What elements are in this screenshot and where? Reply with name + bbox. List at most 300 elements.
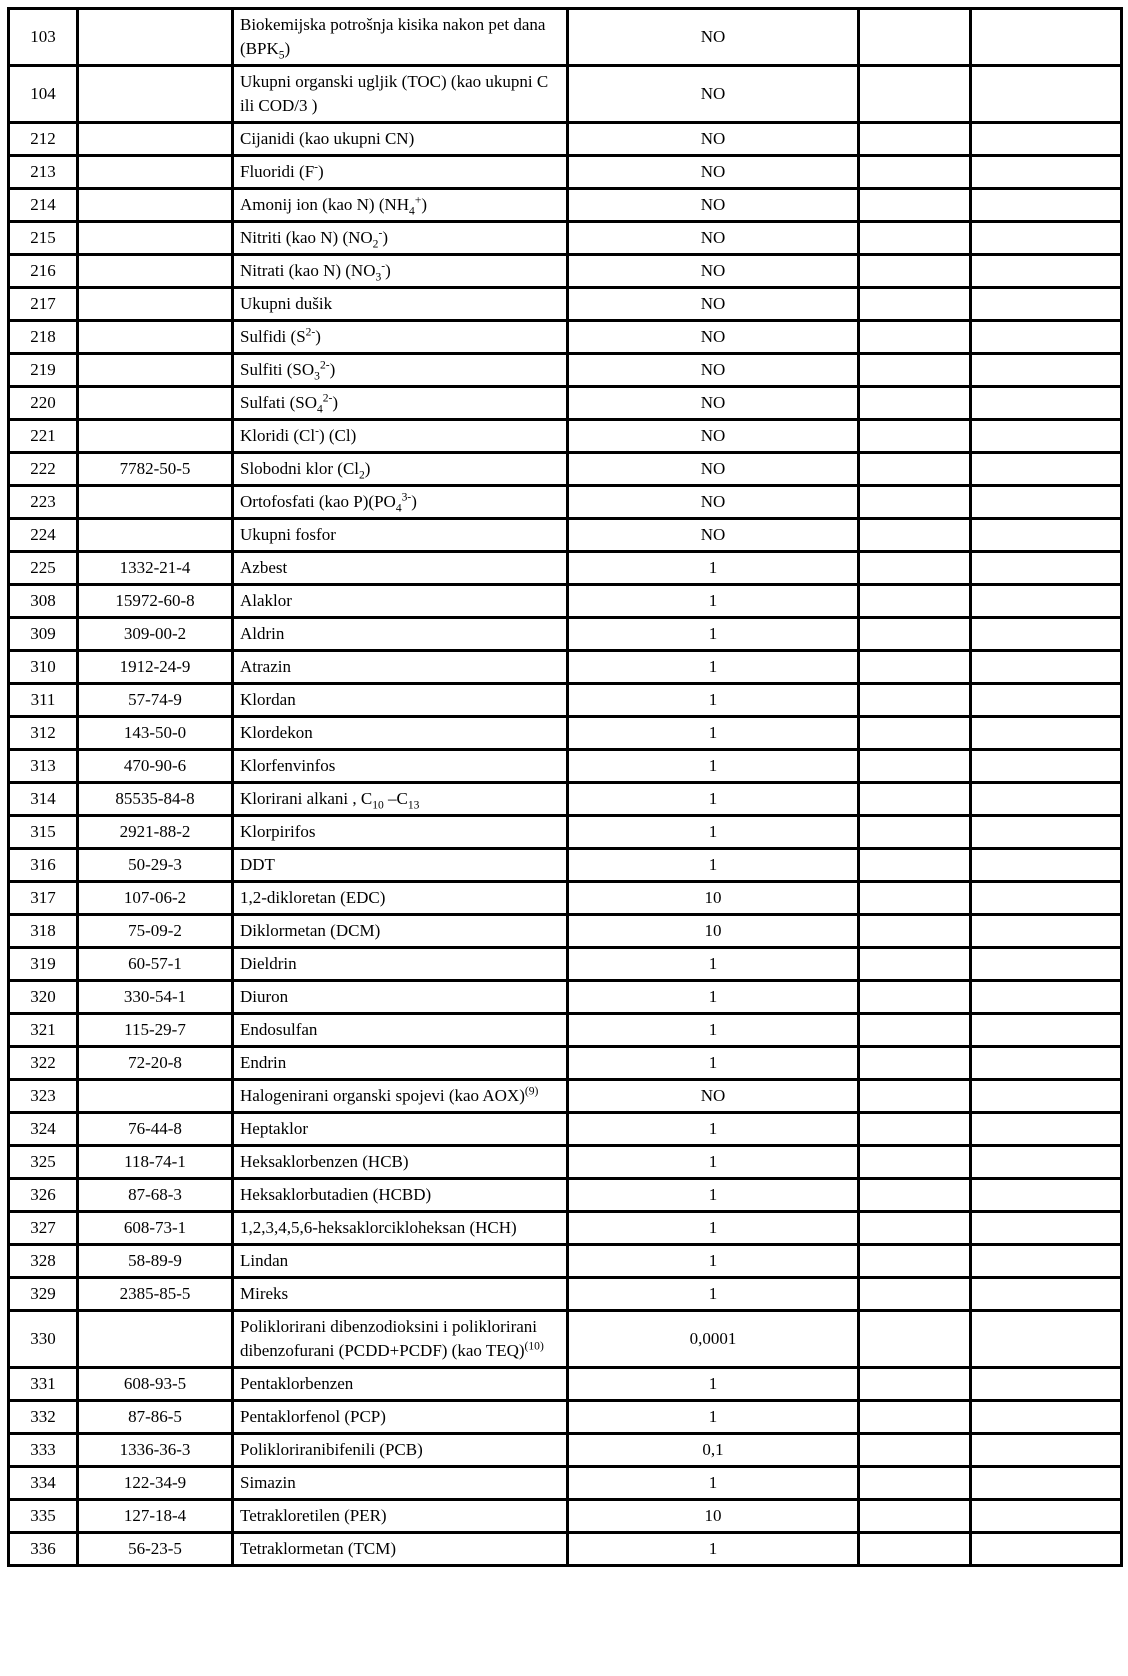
cas-number-cell: 309-00-2 <box>78 618 233 651</box>
row-number-cell: 316 <box>9 849 78 882</box>
empty-cell-2 <box>971 420 1122 453</box>
empty-cell-2 <box>971 585 1122 618</box>
substance-name-cell: Tetrakloretilen (PER) <box>233 1500 568 1533</box>
threshold-value-cell: 0,1 <box>568 1434 859 1467</box>
threshold-value-cell: 1 <box>568 552 859 585</box>
substance-name-cell: Slobodni klor $(Cl_2)$ <box>233 453 568 486</box>
table-row <box>9 1080 1122 1113</box>
row-number-cell: 330 <box>9 1311 78 1368</box>
row-number-cell: 318 <box>9 915 78 948</box>
table-row <box>9 750 1122 783</box>
empty-cell-1 <box>859 1245 971 1278</box>
empty-cell-2 <box>971 1146 1122 1179</box>
row-number-cell: 331 <box>9 1368 78 1401</box>
row-number-cell: 312 <box>9 717 78 750</box>
row-number-cell: 212 <box>9 123 78 156</box>
substance-name-cell: Nitriti (kao N) $(NO_2^-)$ <box>233 222 568 255</box>
threshold-value-cell: 1 <box>568 1179 859 1212</box>
cas-number-cell: 330-54-1 <box>78 981 233 1014</box>
row-number-cell: 334 <box>9 1467 78 1500</box>
substance-name-cell: Endosulfan <box>233 1014 568 1047</box>
empty-cell-1 <box>859 66 971 123</box>
threshold-value-cell: 1 <box>568 618 859 651</box>
cas-number-cell: 1336-36-3 <box>78 1434 233 1467</box>
substance-name-cell: 1,2,3,4,5,6-heksaklorcikloheksan (HCH) <box>233 1212 568 1245</box>
cas-number-cell: 50-29-3 <box>78 849 233 882</box>
threshold-value-cell: NO <box>568 66 859 123</box>
cas-number-cell: 87-86-5 <box>78 1401 233 1434</box>
substance-name-cell: Alaklor <box>233 585 568 618</box>
cas-number-cell: 107-06-2 <box>78 882 233 915</box>
empty-cell-2 <box>971 1401 1122 1434</box>
empty-cell-1 <box>859 750 971 783</box>
empty-cell-2 <box>971 1311 1122 1368</box>
substance-name-cell: Ukupni organski ugljik (TOC) (kao ukupni C ili COD/3 ) <box>233 66 568 123</box>
empty-cell-1 <box>859 1047 971 1080</box>
cas-number-cell: 60-57-1 <box>78 948 233 981</box>
table-row <box>9 1146 1122 1179</box>
cas-number-cell <box>78 1311 233 1368</box>
table-row <box>9 156 1122 189</box>
table-row <box>9 321 1122 354</box>
empty-cell-1 <box>859 1278 971 1311</box>
row-number-cell: 319 <box>9 948 78 981</box>
row-number-cell: 329 <box>9 1278 78 1311</box>
threshold-value-cell: 1 <box>568 1047 859 1080</box>
threshold-value-cell: 0,0001 <box>568 1311 859 1368</box>
table-row <box>9 1278 1122 1311</box>
table-row <box>9 882 1122 915</box>
row-number-cell: 311 <box>9 684 78 717</box>
cas-number-cell <box>78 1080 233 1113</box>
empty-cell-1 <box>859 1146 971 1179</box>
empty-cell-2 <box>971 123 1122 156</box>
row-number-cell: 320 <box>9 981 78 1014</box>
table-row <box>9 519 1122 552</box>
threshold-value-cell: 1 <box>568 816 859 849</box>
row-number-cell: 308 <box>9 585 78 618</box>
cas-number-cell: 115-29-7 <box>78 1014 233 1047</box>
empty-cell-1 <box>859 882 971 915</box>
table-body <box>9 9 1122 1566</box>
substance-name-cell: Amonij ion (kao N) $(NH_4^+)$ <box>233 189 568 222</box>
empty-cell-1 <box>859 948 971 981</box>
empty-cell-2 <box>971 948 1122 981</box>
cas-number-cell <box>78 288 233 321</box>
empty-cell-2 <box>971 189 1122 222</box>
substance-name-cell: Kloridi (Cl-) (Cl) <box>233 420 568 453</box>
table-row <box>9 354 1122 387</box>
table-row <box>9 1533 1122 1566</box>
empty-cell-2 <box>971 1434 1122 1467</box>
threshold-value-cell: 1 <box>568 585 859 618</box>
empty-cell-2 <box>971 717 1122 750</box>
substance-name-cell: Biokemijska potrošnja kisika nakon pet dana $(BPK_5)$ <box>233 9 568 66</box>
table-row <box>9 453 1122 486</box>
substance-name-cell: Cijanidi (kao ukupni CN) <box>233 123 568 156</box>
threshold-value-cell: NO <box>568 288 859 321</box>
table-row <box>9 123 1122 156</box>
cas-number-cell <box>78 255 233 288</box>
table-row <box>9 915 1122 948</box>
cas-number-cell <box>78 156 233 189</box>
empty-cell-1 <box>859 585 971 618</box>
threshold-value-cell: NO <box>568 387 859 420</box>
row-number-cell: 222 <box>9 453 78 486</box>
row-number-cell: 332 <box>9 1401 78 1434</box>
substance-name-cell: Klorirani alkani , $C_{10}$ $-C_{13}$ <box>233 783 568 816</box>
empty-cell-2 <box>971 1533 1122 1566</box>
threshold-value-cell: NO <box>568 420 859 453</box>
table-row <box>9 189 1122 222</box>
cas-number-cell <box>78 387 233 420</box>
row-number-cell: 309 <box>9 618 78 651</box>
threshold-value-cell: NO <box>568 123 859 156</box>
row-number-cell: 215 <box>9 222 78 255</box>
row-number-cell: 225 <box>9 552 78 585</box>
threshold-value-cell: 1 <box>568 1467 859 1500</box>
empty-cell-1 <box>859 387 971 420</box>
cas-number-cell: 2921-88-2 <box>78 816 233 849</box>
empty-cell-2 <box>971 1212 1122 1245</box>
threshold-value-cell: NO <box>568 189 859 222</box>
substance-name-cell: Mireks <box>233 1278 568 1311</box>
cas-number-cell: 122-34-9 <box>78 1467 233 1500</box>
table-row <box>9 1311 1122 1368</box>
substance-name-cell: Fluoridi (F-) <box>233 156 568 189</box>
threshold-value-cell: NO <box>568 486 859 519</box>
substance-name-cell: Klorfenvinfos <box>233 750 568 783</box>
table-row <box>9 420 1122 453</box>
threshold-value-cell: 1 <box>568 948 859 981</box>
substance-name-cell: Nitrati (kao N) $(NO_3^-)$ <box>233 255 568 288</box>
empty-cell-2 <box>971 1245 1122 1278</box>
table-row <box>9 552 1122 585</box>
threshold-value-cell: NO <box>568 321 859 354</box>
row-number-cell: 310 <box>9 651 78 684</box>
substance-name-cell: Pentaklorbenzen <box>233 1368 568 1401</box>
empty-cell-1 <box>859 717 971 750</box>
table-row <box>9 981 1122 1014</box>
threshold-value-cell: 10 <box>568 1500 859 1533</box>
substance-name-cell: Klordan <box>233 684 568 717</box>
empty-cell-1 <box>859 1113 971 1146</box>
substance-name-cell: Diklormetan (DCM) <box>233 915 568 948</box>
empty-cell-2 <box>971 1278 1122 1311</box>
cas-number-cell <box>78 486 233 519</box>
threshold-value-cell: 1 <box>568 981 859 1014</box>
substance-name-cell: Poliklorirani dibenzodioksini i poliklorirani dibenzofurani (PCDD+PCDF) (kao TEQ)$^{(10)}$ <box>233 1311 568 1368</box>
row-number-cell: 333 <box>9 1434 78 1467</box>
empty-cell-1 <box>859 1533 971 1566</box>
row-number-cell: 223 <box>9 486 78 519</box>
substance-name-cell: Halogenirani organski spojevi (kao AOX)$^{(9)}$ <box>233 1080 568 1113</box>
table-row <box>9 651 1122 684</box>
empty-cell-2 <box>971 915 1122 948</box>
substance-name-cell: Lindan <box>233 1245 568 1278</box>
cas-number-cell: 85535-84-8 <box>78 783 233 816</box>
empty-cell-1 <box>859 981 971 1014</box>
empty-cell-1 <box>859 849 971 882</box>
empty-cell-1 <box>859 189 971 222</box>
table-row <box>9 585 1122 618</box>
empty-cell-2 <box>971 651 1122 684</box>
table-row <box>9 684 1122 717</box>
empty-cell-1 <box>859 354 971 387</box>
empty-cell-2 <box>971 1500 1122 1533</box>
cas-number-cell: 143-50-0 <box>78 717 233 750</box>
empty-cell-2 <box>971 552 1122 585</box>
empty-cell-1 <box>859 618 971 651</box>
empty-cell-2 <box>971 783 1122 816</box>
threshold-value-cell: NO <box>568 9 859 66</box>
cas-number-cell <box>78 123 233 156</box>
empty-cell-2 <box>971 453 1122 486</box>
threshold-value-cell: NO <box>568 354 859 387</box>
row-number-cell: 314 <box>9 783 78 816</box>
empty-cell-2 <box>971 288 1122 321</box>
threshold-value-cell: 1 <box>568 750 859 783</box>
cas-number-cell <box>78 354 233 387</box>
empty-cell-2 <box>971 618 1122 651</box>
row-number-cell: 219 <box>9 354 78 387</box>
threshold-value-cell: 1 <box>568 1245 859 1278</box>
empty-cell-1 <box>859 1014 971 1047</box>
substance-name-cell: DDT <box>233 849 568 882</box>
table-row <box>9 222 1122 255</box>
empty-cell-1 <box>859 222 971 255</box>
row-number-cell: 326 <box>9 1179 78 1212</box>
cas-number-cell: 1912-24-9 <box>78 651 233 684</box>
empty-cell-1 <box>859 453 971 486</box>
threshold-value-cell: 1 <box>568 684 859 717</box>
empty-cell-2 <box>971 255 1122 288</box>
substance-name-cell: Endrin <box>233 1047 568 1080</box>
row-number-cell: 336 <box>9 1533 78 1566</box>
table-row <box>9 1401 1122 1434</box>
threshold-value-cell: NO <box>568 453 859 486</box>
cas-number-cell <box>78 222 233 255</box>
table-row <box>9 1014 1122 1047</box>
threshold-value-cell: 1 <box>568 1278 859 1311</box>
substance-name-cell: Dieldrin <box>233 948 568 981</box>
table-row <box>9 1434 1122 1467</box>
empty-cell-2 <box>971 519 1122 552</box>
empty-cell-2 <box>971 486 1122 519</box>
row-number-cell: 328 <box>9 1245 78 1278</box>
table-row <box>9 486 1122 519</box>
empty-cell-2 <box>971 387 1122 420</box>
row-number-cell: 325 <box>9 1146 78 1179</box>
cas-number-cell: 76-44-8 <box>78 1113 233 1146</box>
cas-number-cell: 75-09-2 <box>78 915 233 948</box>
empty-cell-2 <box>971 1014 1122 1047</box>
substance-name-cell: Heptaklor <box>233 1113 568 1146</box>
empty-cell-1 <box>859 420 971 453</box>
empty-cell-1 <box>859 915 971 948</box>
cas-number-cell <box>78 189 233 222</box>
table-row <box>9 1467 1122 1500</box>
row-number-cell: 220 <box>9 387 78 420</box>
empty-cell-1 <box>859 1179 971 1212</box>
substance-name-cell: Tetraklormetan (TCM) <box>233 1533 568 1566</box>
empty-cell-2 <box>971 321 1122 354</box>
empty-cell-1 <box>859 1311 971 1368</box>
empty-cell-2 <box>971 1179 1122 1212</box>
empty-cell-1 <box>859 288 971 321</box>
empty-cell-2 <box>971 1113 1122 1146</box>
row-number-cell: 317 <box>9 882 78 915</box>
substance-name-cell: Simazin <box>233 1467 568 1500</box>
threshold-value-cell: 1 <box>568 717 859 750</box>
table-row <box>9 1113 1122 1146</box>
empty-cell-2 <box>971 1047 1122 1080</box>
empty-cell-2 <box>971 156 1122 189</box>
row-number-cell: 321 <box>9 1014 78 1047</box>
empty-cell-1 <box>859 1467 971 1500</box>
cas-number-cell: 470-90-6 <box>78 750 233 783</box>
threshold-value-cell: 1 <box>568 1014 859 1047</box>
threshold-value-cell: NO <box>568 156 859 189</box>
substance-name-cell: Sulfiti $(SO_3^{2-})$ <box>233 354 568 387</box>
table-row <box>9 66 1122 123</box>
empty-cell-2 <box>971 684 1122 717</box>
table-row <box>9 288 1122 321</box>
empty-cell-1 <box>859 552 971 585</box>
threshold-value-cell: 1 <box>568 783 859 816</box>
row-number-cell: 213 <box>9 156 78 189</box>
row-number-cell: 323 <box>9 1080 78 1113</box>
empty-cell-1 <box>859 1434 971 1467</box>
empty-cell-2 <box>971 222 1122 255</box>
empty-cell-1 <box>859 651 971 684</box>
threshold-value-cell: 10 <box>568 882 859 915</box>
row-number-cell: 324 <box>9 1113 78 1146</box>
empty-cell-2 <box>971 849 1122 882</box>
substance-name-cell: Diuron <box>233 981 568 1014</box>
table-row <box>9 1500 1122 1533</box>
empty-cell-2 <box>971 354 1122 387</box>
substance-name-cell: Sulfidi $(S^{2-})$ <box>233 321 568 354</box>
table-row <box>9 717 1122 750</box>
substance-name-cell: Sulfati $(SO_4^{2-})$ <box>233 387 568 420</box>
cas-number-cell <box>78 9 233 66</box>
empty-cell-2 <box>971 66 1122 123</box>
row-number-cell: 214 <box>9 189 78 222</box>
row-number-cell: 104 <box>9 66 78 123</box>
row-number-cell: 218 <box>9 321 78 354</box>
cas-number-cell <box>78 519 233 552</box>
empty-cell-2 <box>971 1080 1122 1113</box>
substance-name-cell: Heksaklorbenzen (HCB) <box>233 1146 568 1179</box>
substance-name-cell: Aldrin <box>233 618 568 651</box>
empty-cell-1 <box>859 1080 971 1113</box>
cas-number-cell: 118-74-1 <box>78 1146 233 1179</box>
empty-cell-2 <box>971 816 1122 849</box>
empty-cell-1 <box>859 684 971 717</box>
cas-number-cell <box>78 420 233 453</box>
empty-cell-2 <box>971 981 1122 1014</box>
threshold-value-cell: 10 <box>568 915 859 948</box>
threshold-value-cell: NO <box>568 255 859 288</box>
threshold-value-cell: 1 <box>568 1146 859 1179</box>
empty-cell-1 <box>859 1212 971 1245</box>
row-number-cell: 335 <box>9 1500 78 1533</box>
cas-number-cell: 7782-50-5 <box>78 453 233 486</box>
cas-number-cell: 58-89-9 <box>78 1245 233 1278</box>
row-number-cell: 103 <box>9 9 78 66</box>
table-row <box>9 1368 1122 1401</box>
cas-number-cell: 2385-85-5 <box>78 1278 233 1311</box>
cas-number-cell: 57-74-9 <box>78 684 233 717</box>
row-number-cell: 224 <box>9 519 78 552</box>
row-number-cell: 313 <box>9 750 78 783</box>
table-row <box>9 9 1122 66</box>
substance-name-cell: Klordekon <box>233 717 568 750</box>
row-number-cell: 221 <box>9 420 78 453</box>
table-row <box>9 849 1122 882</box>
table-row <box>9 816 1122 849</box>
table-row <box>9 1047 1122 1080</box>
cas-number-cell: 15972-60-8 <box>78 585 233 618</box>
empty-cell-1 <box>859 1500 971 1533</box>
cas-number-cell: 608-93-5 <box>78 1368 233 1401</box>
table-row <box>9 618 1122 651</box>
threshold-value-cell: 1 <box>568 1113 859 1146</box>
table-row <box>9 783 1122 816</box>
threshold-value-cell: NO <box>568 519 859 552</box>
table-row <box>9 1179 1122 1212</box>
empty-cell-1 <box>859 519 971 552</box>
row-number-cell: 327 <box>9 1212 78 1245</box>
substance-name-cell: Polikloriranibifenili (PCB) <box>233 1434 568 1467</box>
threshold-value-cell: NO <box>568 1080 859 1113</box>
table-row <box>9 1212 1122 1245</box>
row-number-cell: 322 <box>9 1047 78 1080</box>
substance-name-cell: Klorpirifos <box>233 816 568 849</box>
cas-number-cell <box>78 66 233 123</box>
cas-number-cell: 608-73-1 <box>78 1212 233 1245</box>
empty-cell-1 <box>859 783 971 816</box>
empty-cell-1 <box>859 486 971 519</box>
table-row <box>9 387 1122 420</box>
threshold-value-cell: 1 <box>568 1368 859 1401</box>
empty-cell-2 <box>971 1368 1122 1401</box>
empty-cell-1 <box>859 1401 971 1434</box>
row-number-cell: 315 <box>9 816 78 849</box>
empty-cell-1 <box>859 156 971 189</box>
substance-name-cell: Azbest <box>233 552 568 585</box>
cas-number-cell: 72-20-8 <box>78 1047 233 1080</box>
row-number-cell: 216 <box>9 255 78 288</box>
empty-cell-1 <box>859 255 971 288</box>
threshold-value-cell: 1 <box>568 1533 859 1566</box>
pollutants-table <box>7 7 1123 1567</box>
threshold-value-cell: 1 <box>568 849 859 882</box>
empty-cell-2 <box>971 9 1122 66</box>
cas-number-cell: 87-68-3 <box>78 1179 233 1212</box>
substance-name-cell: Ukupni fosfor <box>233 519 568 552</box>
empty-cell-1 <box>859 1368 971 1401</box>
cas-number-cell: 127-18-4 <box>78 1500 233 1533</box>
threshold-value-cell: 1 <box>568 651 859 684</box>
cas-number-cell: 1332-21-4 <box>78 552 233 585</box>
empty-cell-1 <box>859 9 971 66</box>
substance-name-cell: Ortofosfati (kao $P)(PO_4^{3-})$ <box>233 486 568 519</box>
substance-name-cell: Pentaklorfenol (PCP) <box>233 1401 568 1434</box>
empty-cell-2 <box>971 750 1122 783</box>
cas-number-cell: 56-23-5 <box>78 1533 233 1566</box>
